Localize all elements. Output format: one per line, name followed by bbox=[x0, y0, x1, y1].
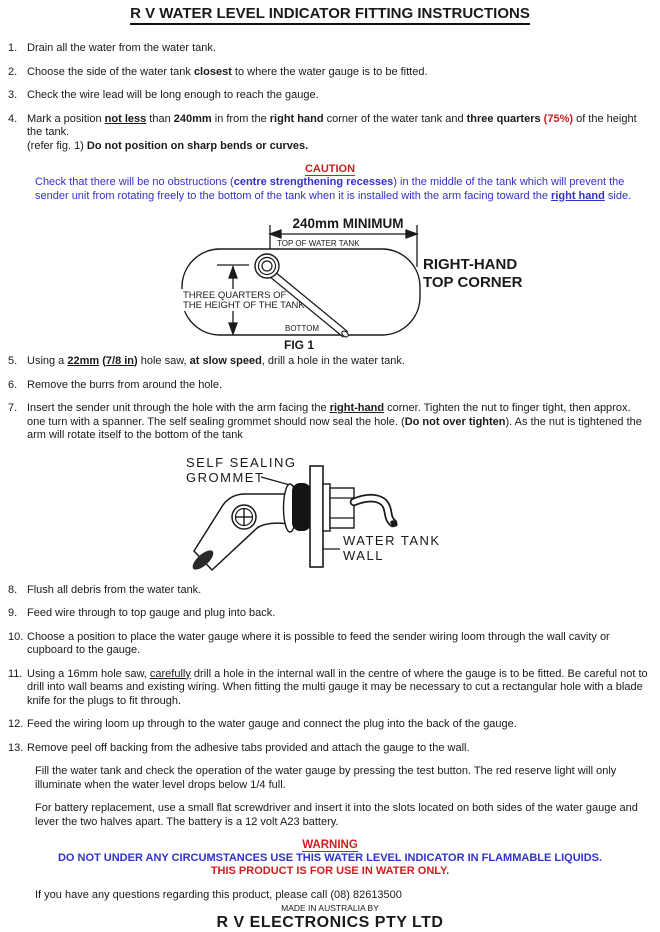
list-item bbox=[0, 742, 660, 756]
text-segment: Insert the sender unit through the hole with the arm facing the bbox=[27, 402, 330, 414]
fig2-sender-arm bbox=[190, 494, 291, 573]
warning-line-flammable: DO NOT UNDER ANY CIRCUMSTANCES USE THIS WATER LEVEL INDICATOR IN FLAMMABLE LIQUIDS. bbox=[57, 852, 603, 864]
text-segment: Feed wire through to top gauge and plug into back. bbox=[27, 607, 276, 619]
instruction-list-1-4 bbox=[0, 42, 660, 153]
text-segment: ). As the nut is tightened the arm will rotate itself to the bottom of the tank bbox=[27, 415, 642, 441]
text-segment: Do not position on sharp bends or curves. bbox=[86, 139, 309, 152]
text-segment: ) bbox=[134, 355, 138, 367]
item-text bbox=[27, 355, 660, 369]
list-item bbox=[0, 379, 660, 393]
list-item bbox=[0, 607, 660, 621]
text-segment: centre strengthening recesses bbox=[233, 176, 394, 188]
item-number: 11. bbox=[8, 667, 23, 680]
text-segment: ) in the middle of the tank which will prevent the sender unit from rotating freely to the bottom of the tank when it is installed with the arm facing toward the bbox=[35, 176, 625, 202]
fig1-height-label-2: THE HEIGHT OF THE TANK bbox=[183, 300, 305, 311]
text-segment: Do not over tighten bbox=[404, 415, 506, 428]
item-number: 5. bbox=[8, 355, 18, 367]
item-text bbox=[27, 42, 660, 56]
page-title: R V WATER LEVEL INDICATOR FITTING INSTRUCTIONS bbox=[0, 5, 660, 22]
list-item bbox=[0, 355, 660, 369]
text-segment: Using a bbox=[27, 355, 68, 367]
text-segment: 240mm bbox=[173, 112, 212, 125]
item-number: 13. bbox=[8, 741, 24, 754]
item-number: 8. bbox=[8, 583, 18, 596]
fig1-dim-label: 240mm MINIMUM bbox=[292, 216, 404, 231]
item-number: 2. bbox=[8, 65, 18, 78]
item-text bbox=[27, 584, 660, 598]
text-segment: right hand bbox=[551, 189, 605, 202]
fig2-grommet bbox=[292, 483, 311, 531]
warning-line-water-only: THIS PRODUCT IS FOR USE IN WATER ONLY. bbox=[210, 865, 450, 877]
text-segment: Check that there will be no obstructions ( bbox=[35, 176, 234, 188]
list-item bbox=[0, 66, 660, 80]
text-segment: Drain all the water from the water tank. bbox=[27, 42, 216, 54]
list-item bbox=[0, 402, 660, 443]
text-segment: Check the wire lead will be long enough to reach the gauge. bbox=[27, 89, 319, 101]
item-text bbox=[27, 742, 660, 756]
item-number: 10. bbox=[8, 630, 24, 643]
fig1-svg bbox=[168, 213, 560, 353]
instruction-list-5-7 bbox=[0, 355, 660, 443]
caution-paragraph bbox=[35, 176, 650, 203]
company-name: R V ELECTRONICS PTY LTD bbox=[216, 914, 444, 931]
closing-paragraphs bbox=[0, 765, 660, 829]
text-segment: Remove peel off backing from the adhesive tabs provided and attach the gauge to the wall. bbox=[27, 741, 470, 754]
paragraph bbox=[35, 802, 650, 829]
list-item bbox=[0, 718, 660, 732]
text-segment: drill a hole in the internal wall in the centre of where the gauge is to be fitted. Be careful not to drill into wall beams and existing wiring. When fitting the multi gauge it may be necessary to cut a rectangular hole with a blade knife for the plugs to fit through. bbox=[27, 667, 648, 707]
figure-2-grommet-diagram bbox=[153, 453, 660, 580]
text-segment: (75%) bbox=[543, 112, 574, 125]
text-segment: (refer fig. 1) bbox=[27, 139, 87, 152]
list-item bbox=[0, 668, 660, 709]
item-number: 3. bbox=[8, 89, 18, 101]
fig2-grommet-label-1: SELF SEALING bbox=[186, 454, 297, 470]
list-item bbox=[0, 89, 660, 103]
text-segment: 22mm bbox=[67, 355, 100, 367]
text-segment: three quarters bbox=[466, 112, 544, 125]
instruction-list-8-13 bbox=[0, 584, 660, 756]
fig2-wall bbox=[310, 466, 323, 567]
text-segment: of the height the tank. bbox=[27, 112, 637, 138]
text-segment: in from the bbox=[211, 112, 270, 125]
item-number: 6. bbox=[8, 378, 18, 391]
item-text bbox=[27, 718, 660, 732]
fig2-grommet-label-2: GROMMET bbox=[186, 469, 265, 485]
text-segment: ( bbox=[99, 355, 106, 367]
fig1-corner-label-2: TOP CORNER bbox=[423, 274, 523, 291]
item-text bbox=[27, 379, 660, 393]
fig1-top-label: TOP OF WATER TANK bbox=[277, 239, 360, 248]
fig1-caption: FIG 1 bbox=[283, 338, 315, 352]
text-segment: right-hand bbox=[329, 402, 385, 414]
text-segment: , drill a hole in the water tank. bbox=[261, 355, 405, 367]
warning-heading: WARNING bbox=[302, 839, 358, 851]
fig1-corner-label-1: RIGHT-HAND bbox=[423, 256, 518, 273]
text-segment: Remove the burrs from around the hole. bbox=[27, 378, 223, 391]
text-segment: right hand bbox=[269, 112, 324, 125]
fig2-wire bbox=[354, 498, 399, 528]
caution-heading: CAUTION bbox=[304, 163, 356, 175]
text-segment: to where the water gauge is to be fitted. bbox=[231, 65, 428, 78]
list-item bbox=[0, 113, 660, 154]
fig1-bottom-label: BOTTOM bbox=[285, 324, 320, 333]
text-segment: at slow speed bbox=[189, 355, 262, 367]
text-segment: For battery replacement, use a small flat screwdriver and insert it into the slots located on both sides of the water gauge and lever the two halves apart. The battery is a 12 volt A23 battery. bbox=[35, 802, 638, 828]
list-item bbox=[0, 42, 660, 56]
list-item bbox=[0, 584, 660, 598]
fig1-height-label-1: THREE QUARTERS OF bbox=[183, 290, 287, 301]
text-segment: Fill the water tank and check the operation of the water gauge by pressing the test button. The red reserve light will only illuminate when the water level drops below 1/4 full. bbox=[35, 765, 617, 791]
fig2-wall-label-2: WALL bbox=[343, 547, 384, 563]
text-segment: 7/8 in bbox=[105, 355, 135, 367]
item-number: 1. bbox=[8, 42, 18, 54]
item-text bbox=[27, 113, 660, 154]
text-segment: hole saw, bbox=[137, 355, 190, 367]
item-number: 12. bbox=[8, 718, 24, 730]
contact-line: If you have any questions regarding this product, please call (08) 82613500 bbox=[35, 889, 402, 901]
item-number: 7. bbox=[8, 402, 18, 414]
text-segment: than bbox=[146, 112, 174, 125]
text-segment: Feed the wiring loom up through to the water gauge and connect the plug into the back of the gauge. bbox=[27, 718, 517, 730]
text-segment: corner. Tighten the nut to finger tight, then approx. one turn with a spanner. The self sealing grommet should now seal the hole. ( bbox=[27, 402, 631, 428]
fig2-wall-label-1: WATER TANK bbox=[343, 532, 441, 548]
item-text bbox=[27, 631, 660, 658]
item-text bbox=[27, 89, 660, 103]
item-number: 9. bbox=[8, 607, 18, 619]
paragraph bbox=[35, 765, 650, 792]
text-segment: side. bbox=[604, 189, 632, 202]
text-segment: Flush all debris from the water tank. bbox=[27, 583, 202, 596]
text-segment: corner of the water tank and bbox=[323, 112, 467, 125]
text-segment: carefully bbox=[149, 667, 191, 680]
text-segment: closest bbox=[193, 65, 232, 78]
list-item bbox=[0, 631, 660, 658]
figure-1-tank-diagram bbox=[168, 213, 660, 353]
made-in-line: MADE IN AUSTRALIA BY bbox=[281, 903, 379, 913]
item-number: 4. bbox=[8, 112, 18, 125]
fig2-svg bbox=[153, 453, 475, 580]
text-segment: Choose a position to place the water gauge where it is possible to feed the sender wiring loom through the wall cavity or cupboard to the gauge. bbox=[27, 630, 610, 656]
fig2-nut bbox=[323, 484, 354, 531]
text-segment: Mark a position bbox=[27, 112, 105, 125]
item-text bbox=[27, 66, 660, 80]
item-text bbox=[27, 402, 660, 443]
text-segment: not less bbox=[104, 112, 147, 125]
text-segment: Choose the side of the water tank bbox=[27, 65, 194, 78]
item-text bbox=[27, 668, 660, 709]
text-segment: Using a 16mm hole saw, bbox=[27, 667, 150, 680]
item-text bbox=[27, 607, 660, 621]
